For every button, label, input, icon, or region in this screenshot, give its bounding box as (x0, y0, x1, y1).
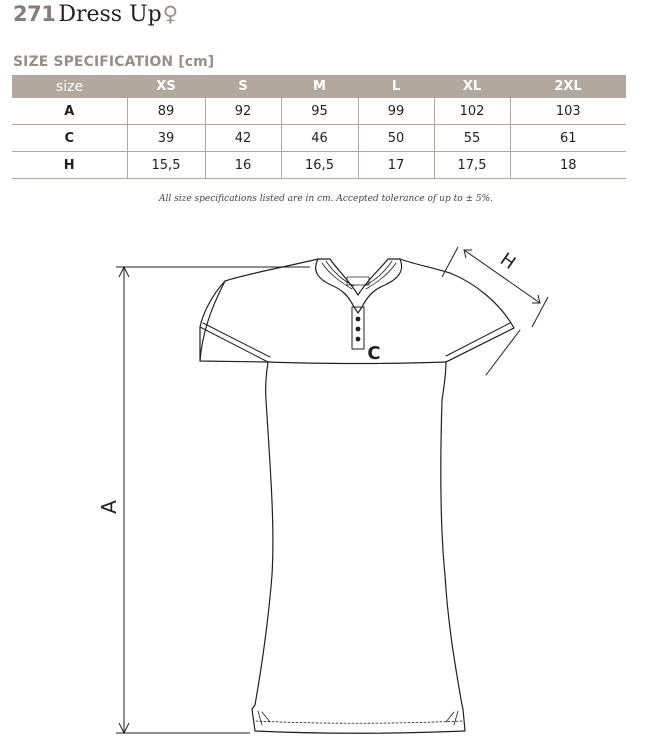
table-cell: 50 (358, 125, 434, 152)
row-label: H (12, 152, 127, 179)
table-cell: 55 (434, 125, 510, 152)
dimension-c-label: C (367, 343, 381, 364)
size-l: L (358, 75, 434, 98)
dimension-a-label: A (97, 500, 121, 514)
table-cell: 61 (510, 125, 626, 152)
female-icon: ♀ (162, 2, 179, 26)
table-cell: 99 (358, 98, 434, 125)
table-cell: 42 (205, 125, 281, 152)
size-spec-heading: SIZE SPECIFICATION [cm] (13, 54, 215, 70)
size-column-header: size (12, 75, 127, 98)
table-cell: 92 (205, 98, 281, 125)
size-xs: XS (127, 75, 205, 98)
product-code: 271 (13, 2, 56, 26)
button-dot (356, 337, 361, 342)
size-2xl: 2XL (510, 75, 626, 98)
dimension-h-label: H (496, 248, 520, 274)
table-cell: 39 (127, 125, 205, 152)
button-dot (356, 327, 361, 332)
left-cuff (200, 323, 270, 362)
product-name: Dress Up (58, 2, 162, 27)
table-cell: 15,5 (127, 152, 205, 179)
size-table (12, 75, 626, 179)
table-row (12, 125, 626, 152)
left-side-vent (258, 711, 270, 725)
product-title (13, 2, 178, 32)
right-side-vent (446, 711, 458, 725)
table-cell: 102 (434, 98, 510, 125)
row-label: A (12, 98, 127, 125)
waist-seam (268, 362, 446, 364)
size-m: M (281, 75, 358, 98)
table-cell: 89 (127, 98, 205, 125)
table-cell: 95 (281, 98, 358, 125)
table-cell: 103 (510, 98, 626, 125)
table-row (12, 152, 626, 179)
row-label: C (12, 125, 127, 152)
table-cell: 18 (510, 152, 626, 179)
button-dot (356, 317, 361, 322)
left-sleeve-outline (200, 281, 225, 361)
right-cuff (446, 323, 520, 375)
collar-outline (316, 259, 402, 313)
tolerance-note: All size specifications listed are in cm. Accepted tolerance of up to ± 5%. (158, 194, 494, 204)
table-cell: 17 (358, 152, 434, 179)
table-cell: 16 (205, 152, 281, 179)
size-header-row (12, 75, 626, 98)
hem-stitching (256, 721, 463, 723)
table-cell: 17,5 (434, 152, 510, 179)
size-s: S (205, 75, 281, 98)
size-xl: XL (434, 75, 510, 98)
table-row (12, 98, 626, 125)
table-cell: 16,5 (281, 152, 358, 179)
table-cell: 46 (281, 125, 358, 152)
dress-technical-drawing (0, 225, 652, 755)
